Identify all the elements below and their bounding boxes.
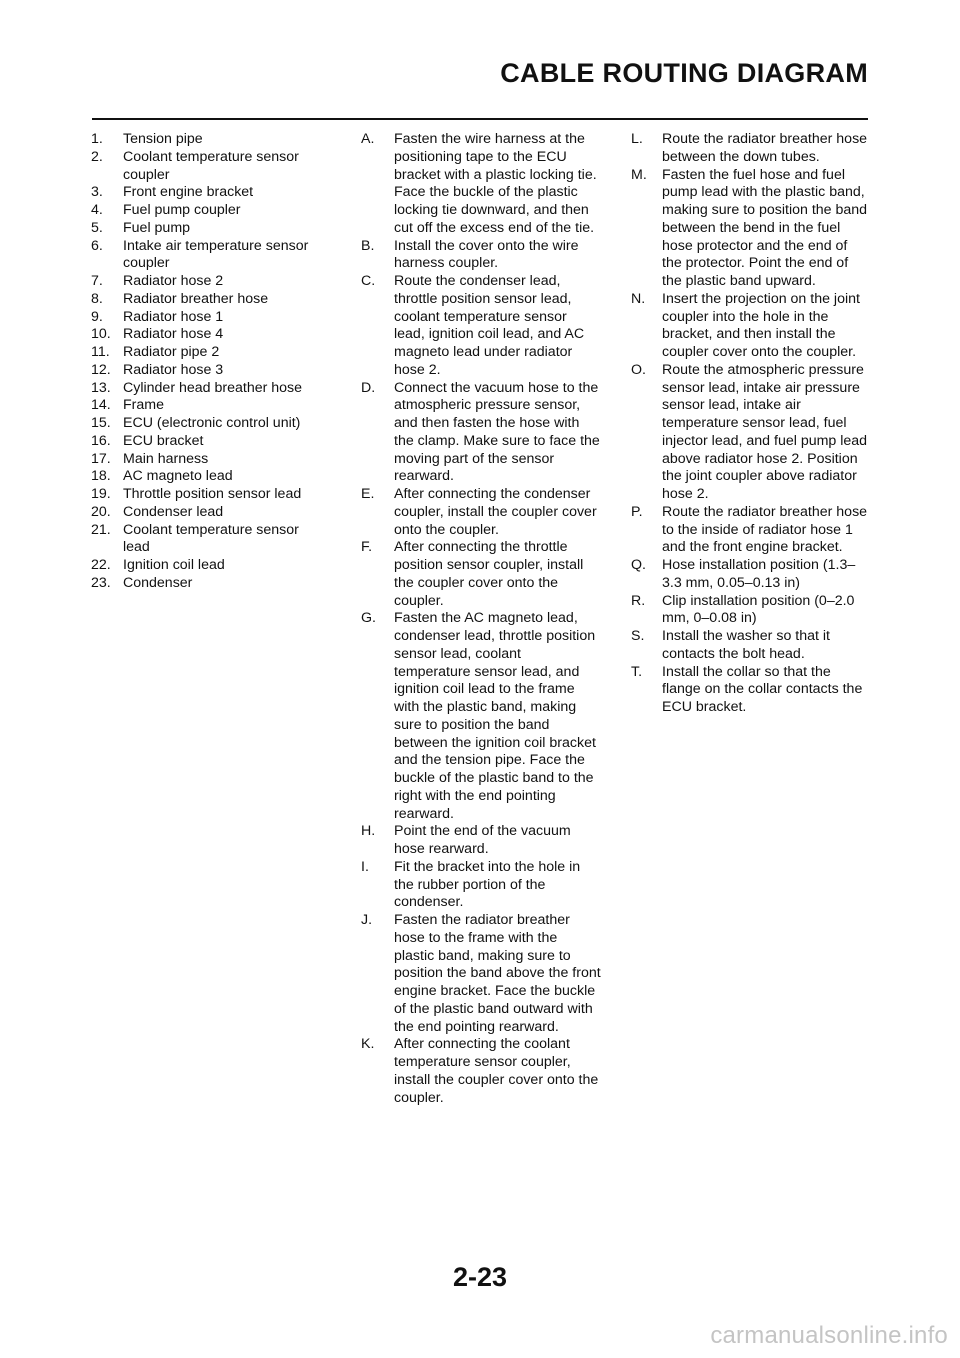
instruction-item <box>631 504 870 557</box>
instruction-item-marker: A. <box>361 131 375 147</box>
instruction-item <box>361 238 601 274</box>
part-item-marker: 19. <box>91 486 111 502</box>
watermark: carmanualsonline.info <box>710 1322 948 1349</box>
part-item-text: Frame <box>123 397 164 414</box>
instruction-item-marker: E. <box>361 486 375 502</box>
part-item-text: Main harness <box>123 450 209 467</box>
part-item-text: Radiator hose 1 <box>123 308 224 325</box>
instruction-item-marker: R. <box>631 592 646 609</box>
parts-list <box>91 131 326 593</box>
part-item-marker: 11. <box>91 344 110 360</box>
part-item-text: Radiator pipe 2 <box>123 344 220 360</box>
instruction-item-text: Point the end of the vacuum hose rearward. <box>394 823 571 857</box>
part-item-marker: 6. <box>91 237 103 254</box>
part-item-text: Cylinder head breather hose <box>123 379 303 396</box>
part-item-text: Condenser lead <box>123 503 224 520</box>
instruction-item <box>361 912 601 1036</box>
instruction-item-marker: D. <box>361 379 376 396</box>
part-item-text: Fuel pump coupler <box>123 202 241 218</box>
part-item-marker: 5. <box>91 219 103 236</box>
instruction-item-text: Install the collar so that the flange on the collar contacts the ECU bracket. <box>662 663 863 715</box>
instruction-item-marker: I. <box>361 858 369 875</box>
part-item <box>91 380 326 398</box>
instruction-item-marker: L. <box>631 131 643 147</box>
part-item <box>91 397 326 415</box>
instruction-item <box>361 610 601 823</box>
part-item-text: Fuel pump <box>123 219 191 236</box>
instructions-list-a-to-k <box>361 131 601 1107</box>
instruction-item-text: After connecting the coolant temperature sensor coupler, install the coupler cover onto the coupler. <box>394 1036 599 1106</box>
part-item-text: Coolant temperature sensor lead <box>123 521 299 556</box>
part-item <box>91 486 326 504</box>
instruction-item-text: After connecting the condenser coupler, install the coupler cover onto the coupler. <box>394 486 597 538</box>
instruction-item <box>361 859 601 912</box>
instruction-item-text: Insert the projection on the joint coupler into the hole in the bracket, and then install the coupler cover onto the coupler. <box>662 290 860 360</box>
part-item-marker: 22. <box>91 557 111 573</box>
part-item-text: Radiator hose 4 <box>123 326 224 343</box>
part-item-marker: 21. <box>91 521 111 538</box>
instruction-item-marker: G. <box>361 610 376 627</box>
page-title: CABLE ROUTING DIAGRAM <box>500 58 868 88</box>
instruction-item-marker: B. <box>361 237 375 254</box>
instruction-item-marker: N. <box>631 290 646 307</box>
instruction-item <box>361 1036 601 1107</box>
part-item-marker: 3. <box>91 184 103 201</box>
instruction-item-text: Hose installation position (1.3–3.3 mm, 0.05–0.13 in) <box>662 557 856 591</box>
part-item <box>91 291 326 309</box>
instruction-item <box>361 131 601 238</box>
part-item-marker: 18. <box>91 468 111 485</box>
instruction-item-text: Fasten the wire harness at the positioning tape to the ECU bracket with a plastic locking tie. Face the buckle of the plastic locking tie downward, and then cut off the excess end of the tie. <box>394 131 597 236</box>
part-item-marker: 20. <box>91 503 111 520</box>
part-item-marker: 4. <box>91 202 103 218</box>
part-item <box>91 273 326 291</box>
part-item <box>91 451 326 469</box>
instruction-item <box>631 593 870 629</box>
part-item <box>91 557 326 575</box>
part-item-marker: 23. <box>91 574 111 591</box>
part-item <box>91 522 326 558</box>
part-item <box>91 415 326 433</box>
instruction-item-marker: O. <box>631 361 646 378</box>
part-item-text: Throttle position sensor lead <box>123 486 302 502</box>
instruction-item <box>631 557 870 593</box>
part-item <box>91 344 326 362</box>
instruction-item-marker: F. <box>361 539 373 556</box>
part-item-marker: 16. <box>91 432 111 449</box>
instruction-item <box>631 131 870 167</box>
instruction-item <box>361 273 601 380</box>
part-item-text: Coolant temperature sensor coupler <box>123 148 299 183</box>
page-number: 2-23 <box>452 1262 508 1292</box>
instruction-item-text: Route the radiator breather hose between the down tubes. <box>662 131 868 165</box>
instruction-item <box>361 380 601 487</box>
instructions-list-l-to-t <box>631 131 870 717</box>
instruction-item-marker: H. <box>361 823 376 840</box>
instruction-item <box>631 167 870 291</box>
header-divider <box>92 118 868 120</box>
instruction-item <box>361 539 601 610</box>
part-item-marker: 12. <box>91 361 111 378</box>
part-item-marker: 13. <box>91 379 111 396</box>
part-item-text: AC magneto lead <box>123 468 233 485</box>
instruction-item <box>631 664 870 717</box>
part-item <box>91 202 326 220</box>
instruction-item <box>631 291 870 362</box>
part-item <box>91 575 326 593</box>
instruction-item-marker: M. <box>631 166 647 183</box>
instruction-item-marker: S. <box>631 628 645 644</box>
part-item-text: Intake air temperature sensor coupler <box>123 237 309 272</box>
part-item-marker: 1. <box>91 131 103 147</box>
part-item <box>91 468 326 486</box>
part-item-marker: 8. <box>91 290 103 307</box>
part-item-text: ECU (electronic control unit) <box>123 415 301 431</box>
part-item <box>91 220 326 238</box>
instruction-item-text: Connect the vacuum hose to the atmospheric pressure sensor, and then fasten the hose with the clamp. Make sure to face the moving part of the sensor rearward. <box>394 379 600 485</box>
part-item-marker: 2. <box>91 148 103 165</box>
part-item-text: ECU bracket <box>123 432 204 449</box>
instruction-item-text: Route the condenser lead, throttle position sensor lead, coolant temperature sensor lead, ignition coil lead, and AC magneto lead under radiator hose 2. <box>394 273 585 378</box>
instruction-item-text: Clip installation position (0–2.0 mm, 0–0.08 in) <box>662 592 855 627</box>
part-item-marker: 17. <box>91 450 111 467</box>
part-item <box>91 131 326 149</box>
part-item-text: Front engine bracket <box>123 184 254 201</box>
instruction-item-text: Fit the bracket into the hole in the rubber portion of the condenser. <box>394 858 581 911</box>
instruction-item-marker: C. <box>361 273 376 289</box>
instruction-item-text: Fasten the fuel hose and fuel pump lead with the plastic band, making sure to position the band between the bend in the fuel hose protector and the end of the protector. Point the end of the plastic band upward. <box>662 166 868 289</box>
instruction-item-text: Fasten the AC magneto lead, condenser lead, throttle position sensor lead, coolant temperature sensor lead, and ignition coil lead to the frame with the plastic band, making sure to position the band between the ignition coil bracket and the tension pipe. Face the buckle of the plastic band to the right with the end pointing rearward. <box>394 610 596 822</box>
instruction-item <box>361 823 601 859</box>
part-item-text: Radiator breather hose <box>123 290 269 307</box>
instruction-item-text: Route the atmospheric pressure sensor lead, intake air pressure sensor lead, intake air temperature sensor lead, fuel injector lead, and fuel pump lead above radiator hose 2. Position the joint coupler above radiator hose 2. <box>662 361 868 502</box>
part-item-marker: 7. <box>91 273 103 289</box>
instruction-item-marker: J. <box>361 912 373 928</box>
part-item <box>91 184 326 202</box>
part-item <box>91 362 326 380</box>
part-item <box>91 326 326 344</box>
part-item <box>91 433 326 451</box>
part-item <box>91 149 326 185</box>
instruction-item <box>631 362 870 504</box>
part-item-text: Ignition coil lead <box>123 557 225 573</box>
instruction-item-text: Install the cover onto the wire harness coupler. <box>394 237 579 272</box>
part-item-marker: 10. <box>91 326 111 343</box>
part-item-text: Condenser <box>123 574 193 591</box>
instruction-item <box>361 486 601 539</box>
instruction-item-text: Install the washer so that it contacts the bolt head. <box>662 628 830 662</box>
part-item-marker: 15. <box>91 415 111 431</box>
part-item-text: Tension pipe <box>123 131 203 147</box>
part-item <box>91 504 326 522</box>
part-item-text: Radiator hose 2 <box>123 273 224 289</box>
instruction-item <box>631 628 870 664</box>
part-item <box>91 309 326 327</box>
part-item <box>91 238 326 274</box>
instruction-item-text: Route the radiator breather hose to the inside of radiator hose 1 and the front engine bracket. <box>662 503 868 556</box>
instruction-item-marker: T. <box>631 663 643 680</box>
part-item-text: Radiator hose 3 <box>123 361 224 378</box>
instruction-item-text: After connecting the throttle position sensor coupler, install the coupler cover onto the coupler. <box>394 539 584 609</box>
part-item-marker: 9. <box>91 308 103 325</box>
part-item-marker: 14. <box>91 397 111 414</box>
instruction-item-marker: P. <box>631 503 643 520</box>
instruction-item-marker: Q. <box>631 557 646 573</box>
instruction-item-text: Fasten the radiator breather hose to the frame with the plastic band, making sure to position the band above the front engine bracket. Face the buckle of the plastic band outward with the end pointing rearward. <box>394 912 601 1035</box>
instruction-item-marker: K. <box>361 1036 375 1053</box>
